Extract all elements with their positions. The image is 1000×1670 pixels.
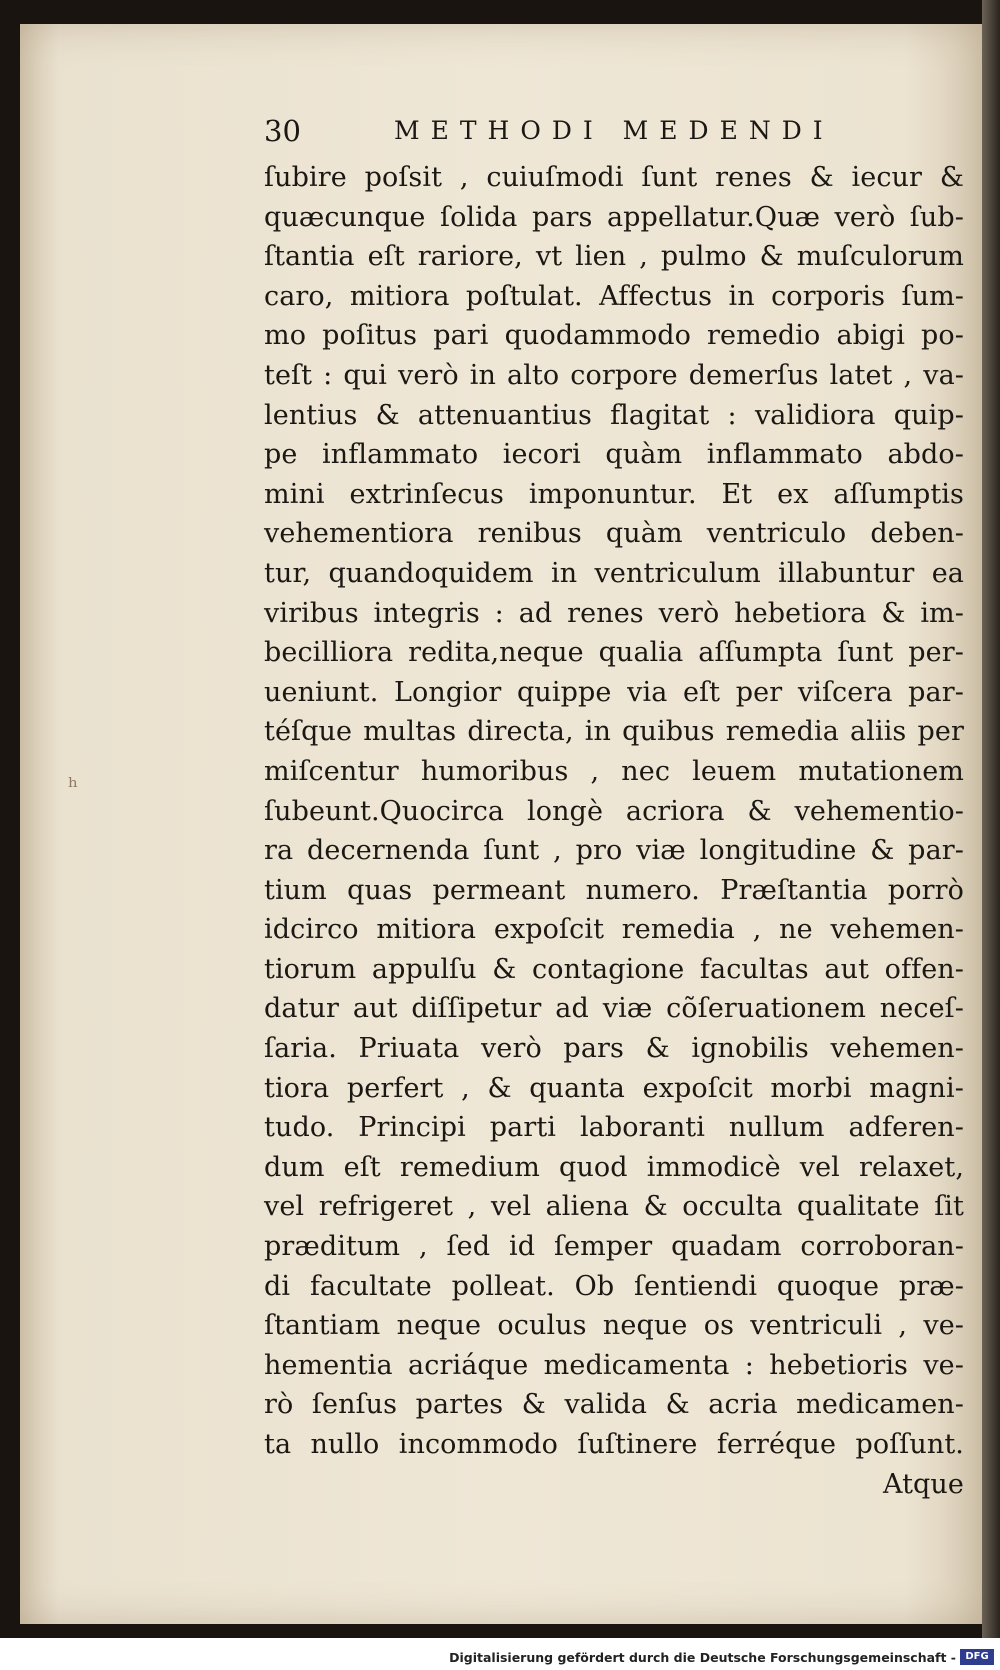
text-line: datur aut diſſipetur ad viæ cõſeruationem neceſ- <box>264 993 964 1025</box>
text-line: tiorum appulſu & contagione facultas aut offen- <box>264 953 964 985</box>
text-line: idcirco mitiora expoſcit remedia , ne vehemen- <box>264 914 964 946</box>
text-line: vel refrigeret , vel aliena & occulta qualitate ſit <box>264 1191 964 1223</box>
running-title: METHODI MEDENDI <box>394 116 834 145</box>
text-line: ra decernenda ſunt , pro viæ longitudine & par- <box>264 835 964 867</box>
text-line: becilliora redita,neque qualia aſſumpta ſunt per- <box>264 637 964 669</box>
text-line: mo poſitus pari quodammodo remedio abigi po- <box>264 320 964 352</box>
funding-credit: Digitalisierung gefördert durch die Deutsche Forschungsgemeinschaft - <box>449 1650 956 1665</box>
margin-ink-mark: ʰ <box>68 773 79 801</box>
text-line: di facultate polleat. Ob ſentiendi quoque præ- <box>264 1270 964 1302</box>
text-line: ſaria. Priuata verò pars & ignobilis vehemen- <box>264 1033 964 1065</box>
text-line: quæcunque ſolida pars appellatur.Quæ verò ſub- <box>264 201 964 233</box>
text-line: tium quas permeant numero. Præſtantia porrò <box>264 874 964 906</box>
text-line: ueniunt. Longior quippe via eſt per viſcera par- <box>264 676 964 708</box>
text-line: caro, mitiora poſtulat. Affectus in corporis ſum- <box>264 280 964 312</box>
running-head <box>264 114 964 154</box>
text-line: miſcentur humoribus , nec leuem mutationem <box>264 755 964 787</box>
text-line: ta nullo incommodo ſuſtinere ferréque poſſunt. <box>264 1429 964 1460</box>
text-line: rò ſenſus partes & valida & acria medicamen- <box>264 1389 964 1421</box>
text-line: teſt : qui verò in alto corpore demerſus latet , va- <box>264 359 964 391</box>
text-line: téſque multas directa, in quibus remedia aliis per <box>264 716 964 748</box>
text-line: præditum , ſed id ſemper quadam corroboran- <box>264 1231 964 1263</box>
text-line: vehementiora renibus quàm ventriculo deben- <box>264 518 964 550</box>
text-line: ſtantiam neque oculus neque os ventriculi , ve- <box>264 1310 964 1342</box>
text-line: ſubire poſsit , cuiuſmodi ſunt renes & iecur & <box>264 162 964 193</box>
page-number: 30 <box>264 114 301 148</box>
text-line: hementia acriáque medicamenta : hebetioris ve- <box>264 1349 964 1381</box>
footer-bar <box>0 1638 1000 1670</box>
text-line: viribus integris : ad renes verò hebetiora & im- <box>264 597 964 629</box>
page-edge-shadow <box>982 0 1000 1638</box>
text-line: pe inflammato iecori quàm inflammato abdo- <box>264 439 964 471</box>
text-line: ſtantia eſt rariore, vt lien , pulmo & muſculorum <box>264 241 964 273</box>
dfg-logo: DFG <box>960 1649 994 1665</box>
text-line: tiora perfert , & quanta expoſcit morbi magni- <box>264 1072 964 1104</box>
book-page <box>20 24 982 1624</box>
text-line: ſubeunt.Quocirca longè acriora & vehementio- <box>264 795 964 827</box>
text-line: tur, quandoquidem in ventriculum illabuntur ea <box>264 557 964 589</box>
body-text <box>264 158 964 1504</box>
text-line: lentius & attenuantius flagitat : validiora quip- <box>264 399 964 431</box>
text-line: tudo. Principi parti laboranti nullum adferen- <box>264 1112 964 1144</box>
text-line: Atque <box>882 1468 964 1500</box>
text-line: mini extrinſecus imponuntur. Et ex aſſumptis <box>264 478 964 510</box>
text-line: dum eſt remedium quod immodicè vel relaxet, <box>264 1151 964 1183</box>
